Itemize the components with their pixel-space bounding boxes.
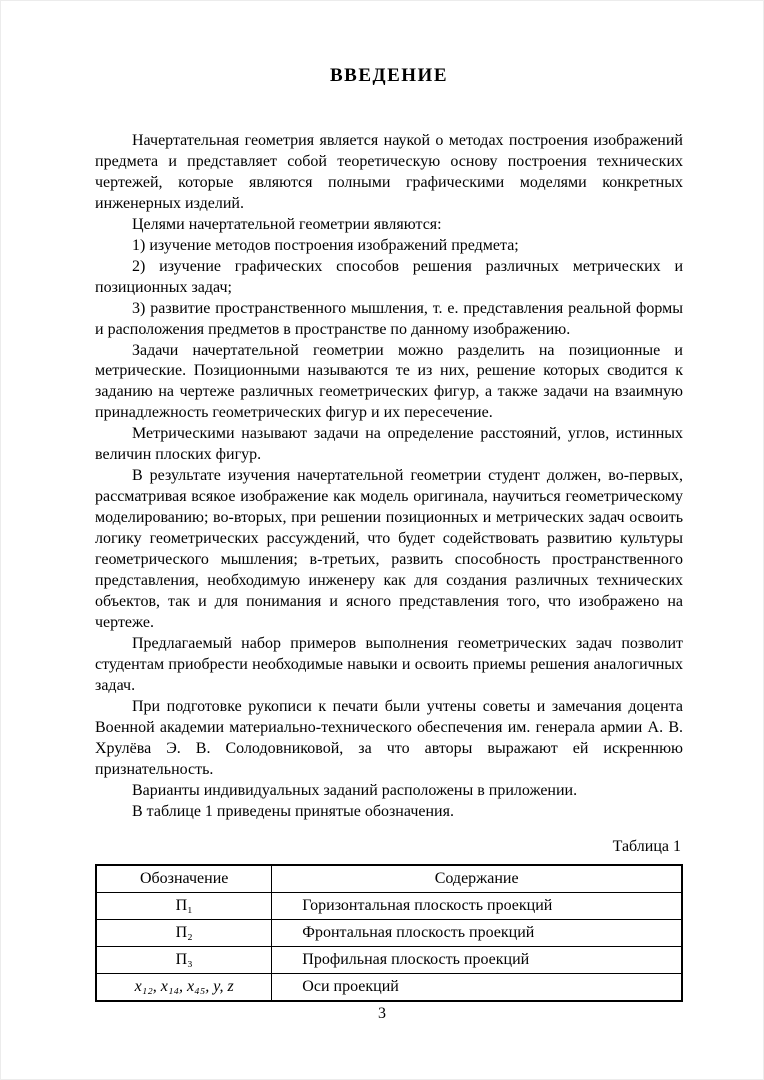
paragraph: В результате изучения начертательной геометрии студент должен, во-первых, рассматривая всякое изображение как модель оригинала, научиться геометрическому моделированию; во-вторых, при решении позиционных и метрических задач освоить логику геометрических рассуждений, что будет содействовать развитию культуры геометрического мышления; в-третьих, развить способность пространственного представления, необходимую инженеру как для создания различных технических объектов, так и для понимания и ясного представления того, что изображено на чертеже. bbox=[95, 467, 683, 631]
table-row bbox=[96, 947, 682, 974]
table-header-row bbox=[96, 865, 682, 893]
table-row bbox=[96, 920, 682, 947]
page-number: 3 bbox=[378, 1005, 386, 1022]
notation-cell: x₁₂, x₁₄, x₄₅, y, z bbox=[96, 974, 272, 1002]
list-item-paragraph: 3) развитие пространственного мышления, т. е. представления реальной формы и расположения предметов в пространстве по данному изображению. bbox=[95, 299, 683, 338]
notation-cell: П₂ bbox=[96, 920, 272, 947]
paragraph: В таблице 1 приведены принятые обозначения. bbox=[132, 802, 454, 820]
paragraph: Предлагаемый набор примеров выполнения геометрических задач позволит студентам приобрести необходимые навыки и освоить приемы решения аналогичных задач. bbox=[95, 634, 683, 694]
table-caption: Таблица 1 bbox=[612, 838, 681, 856]
description-cell: Горизонтальная плоскость проекций bbox=[272, 893, 682, 920]
list-item-paragraph: 2) изучение графических способов решения различных метрических и позиционных задач; bbox=[95, 257, 683, 296]
notation-cell: П₁ bbox=[96, 893, 272, 920]
paragraph: Задачи начертательной геометрии можно разделить на позиционные и метрические. Позиционными называются те из них, решение которых сводится к заданию на чертеже различных геометрических фигур, а также задачи на взаимную принадлежность геометрических фигур и их пересечение. bbox=[95, 341, 683, 422]
notation-table bbox=[95, 864, 683, 1002]
table-header-designation: Обозначение bbox=[96, 865, 272, 893]
table-row bbox=[96, 893, 682, 920]
description-cell: Оси проекций bbox=[272, 974, 682, 1002]
notation-cell: П₃ bbox=[96, 947, 272, 974]
paragraph: Начертательная геометрия является наукой о методах построения изображений предмета и представляет собой теоретическую основу построения технических чертежей, которые являются полными графическими моделями конкретных инженерных изделий. bbox=[95, 132, 683, 212]
description-cell: Фронтальная плоскость проекций bbox=[272, 920, 682, 947]
paragraph: Метрическими называют задачи на определение расстояний, углов, истинных величин плоских фигур. bbox=[95, 425, 683, 464]
page-title: ВВЕДЕНИЕ bbox=[330, 65, 448, 86]
description-cell: Профильная плоскость проекций bbox=[272, 947, 682, 974]
paragraph: Целями начертательной геометрии являются: bbox=[132, 215, 442, 233]
table-header-content: Содержание bbox=[272, 865, 682, 893]
body-text bbox=[95, 131, 683, 822]
paragraph: Варианты индивидуальных заданий расположены в приложении. bbox=[132, 781, 578, 799]
list-item-paragraph: 1) изучение методов построения изображений предмета; bbox=[132, 236, 519, 254]
table-row bbox=[96, 974, 682, 1002]
paragraph: При подготовке рукописи к печати были учтены советы и замечания доцента Военной академии материально-технического обеспечения им. генерала армии А. В. Хрулёва Э. В. Солодовниковой, за что авторы выражают ей искреннюю признательность. bbox=[95, 697, 683, 778]
